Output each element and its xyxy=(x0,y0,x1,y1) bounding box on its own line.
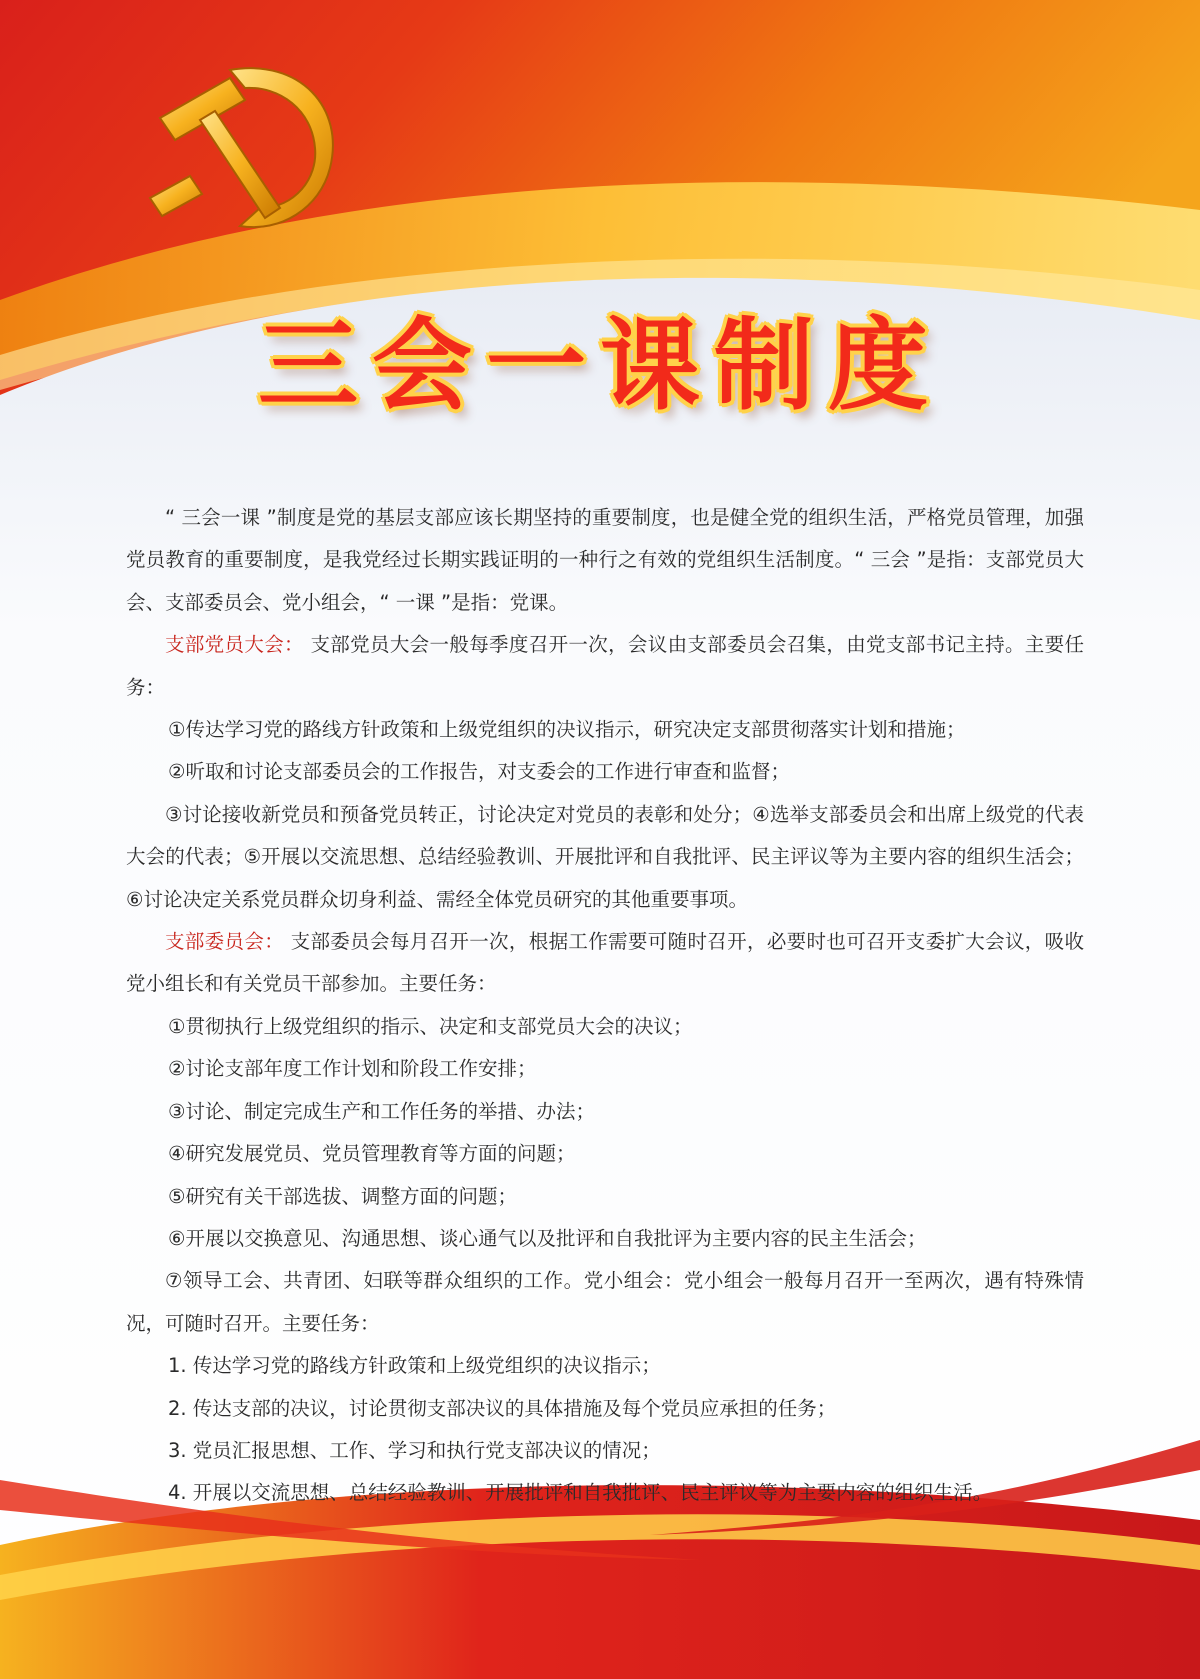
list-item: ⑥开展以交换意见、沟通思想、谈心通气以及批评和自我批评为主要内容的民主生活会； xyxy=(168,1226,927,1250)
list-item: 3. 党员汇报思想、工作、学习和执行党支部决议的情况； xyxy=(168,1438,661,1462)
committee-label: 支部委员会： xyxy=(165,930,285,954)
party-emblem-icon xyxy=(120,48,360,248)
committee-text: 支部委员会每月召开一次，根据工作需要可随时召开，必要时也可召开支委扩大会议，吸收党小组长和有关党员干部参加。主要任务： xyxy=(126,930,1084,996)
list-item: 2. 传达支部的决议，讨论贯彻支部决议的具体措施及每个党员应承担的任务； xyxy=(168,1396,837,1420)
intro-paragraph: “ 三会一课 ”制度是党的基层支部应该长期坚持的重要制度，也是健全党的组织生活，严格党员管理，加强党员教育的重要制度，是我党经过长期实践证明的一种行之有效的党组织生活制度。“ 三会 ”是指：支部党员大会、支部委员会、党小组会，“ 一课 ”是指：党课。 xyxy=(126,506,1084,614)
page-title: 三会一课制度 xyxy=(258,306,942,424)
list-item: 1. 传达学习党的路线方针政策和上级党组织的决议指示； xyxy=(168,1354,661,1378)
party-congress-paragraph xyxy=(126,624,1084,709)
list-item: ⑦领导工会、共青团、妇联等群众组织的工作。党小组会：党小组会一般每月召开一至两次，遇有特殊情况，可随时召开。主要任务： xyxy=(126,1269,1084,1335)
list-item: ⑤研究有关干部选拔、调整方面的问题； xyxy=(168,1184,517,1208)
party-congress-label: 支部党员大会： xyxy=(165,633,304,657)
list-item: ②听取和讨论支部委员会的工作报告，对支委会的工作进行审查和监督； xyxy=(168,760,790,784)
content-body xyxy=(126,497,1084,1515)
list-item: ④研究发展党员、党员管理教育等方面的问题； xyxy=(168,1142,576,1166)
committee-paragraph xyxy=(126,921,1084,1006)
list-item: ③讨论、制定完成生产和工作任务的举措、办法； xyxy=(168,1099,595,1123)
list-item: ①贯彻执行上级党组织的指示、决定和支部党员大会的决议； xyxy=(168,1014,693,1038)
party-congress-text: 支部党员大会一般每季度召开一次，会议由支部委员会召集，由党支部书记主持。主要任务： xyxy=(126,633,1084,699)
list-item: ③讨论接收新党员和预备党员转正，讨论决定对党员的表彰和处分；④选举支部委员会和出席上级党的代表大会的代表；⑤开展以交流思想、总结经验教训、开展批评和自我批评、民主评议等为主要内容的组织生活会；⑥讨论决定关系党员群众切身利益、需经全体党员研究的其他重要事项。 xyxy=(126,802,1084,911)
list-item: ②讨论支部年度工作计划和阶段工作安排； xyxy=(168,1057,537,1081)
list-item: ①传达学习党的路线方针政策和上级党组织的决议指示，研究决定支部贯彻落实计划和措施； xyxy=(168,718,966,742)
list-item: 4. 开展以交流思想、总结经验教训、开展批评和自我批评、民主评议等为主要内容的组织生活。 xyxy=(168,1481,993,1505)
